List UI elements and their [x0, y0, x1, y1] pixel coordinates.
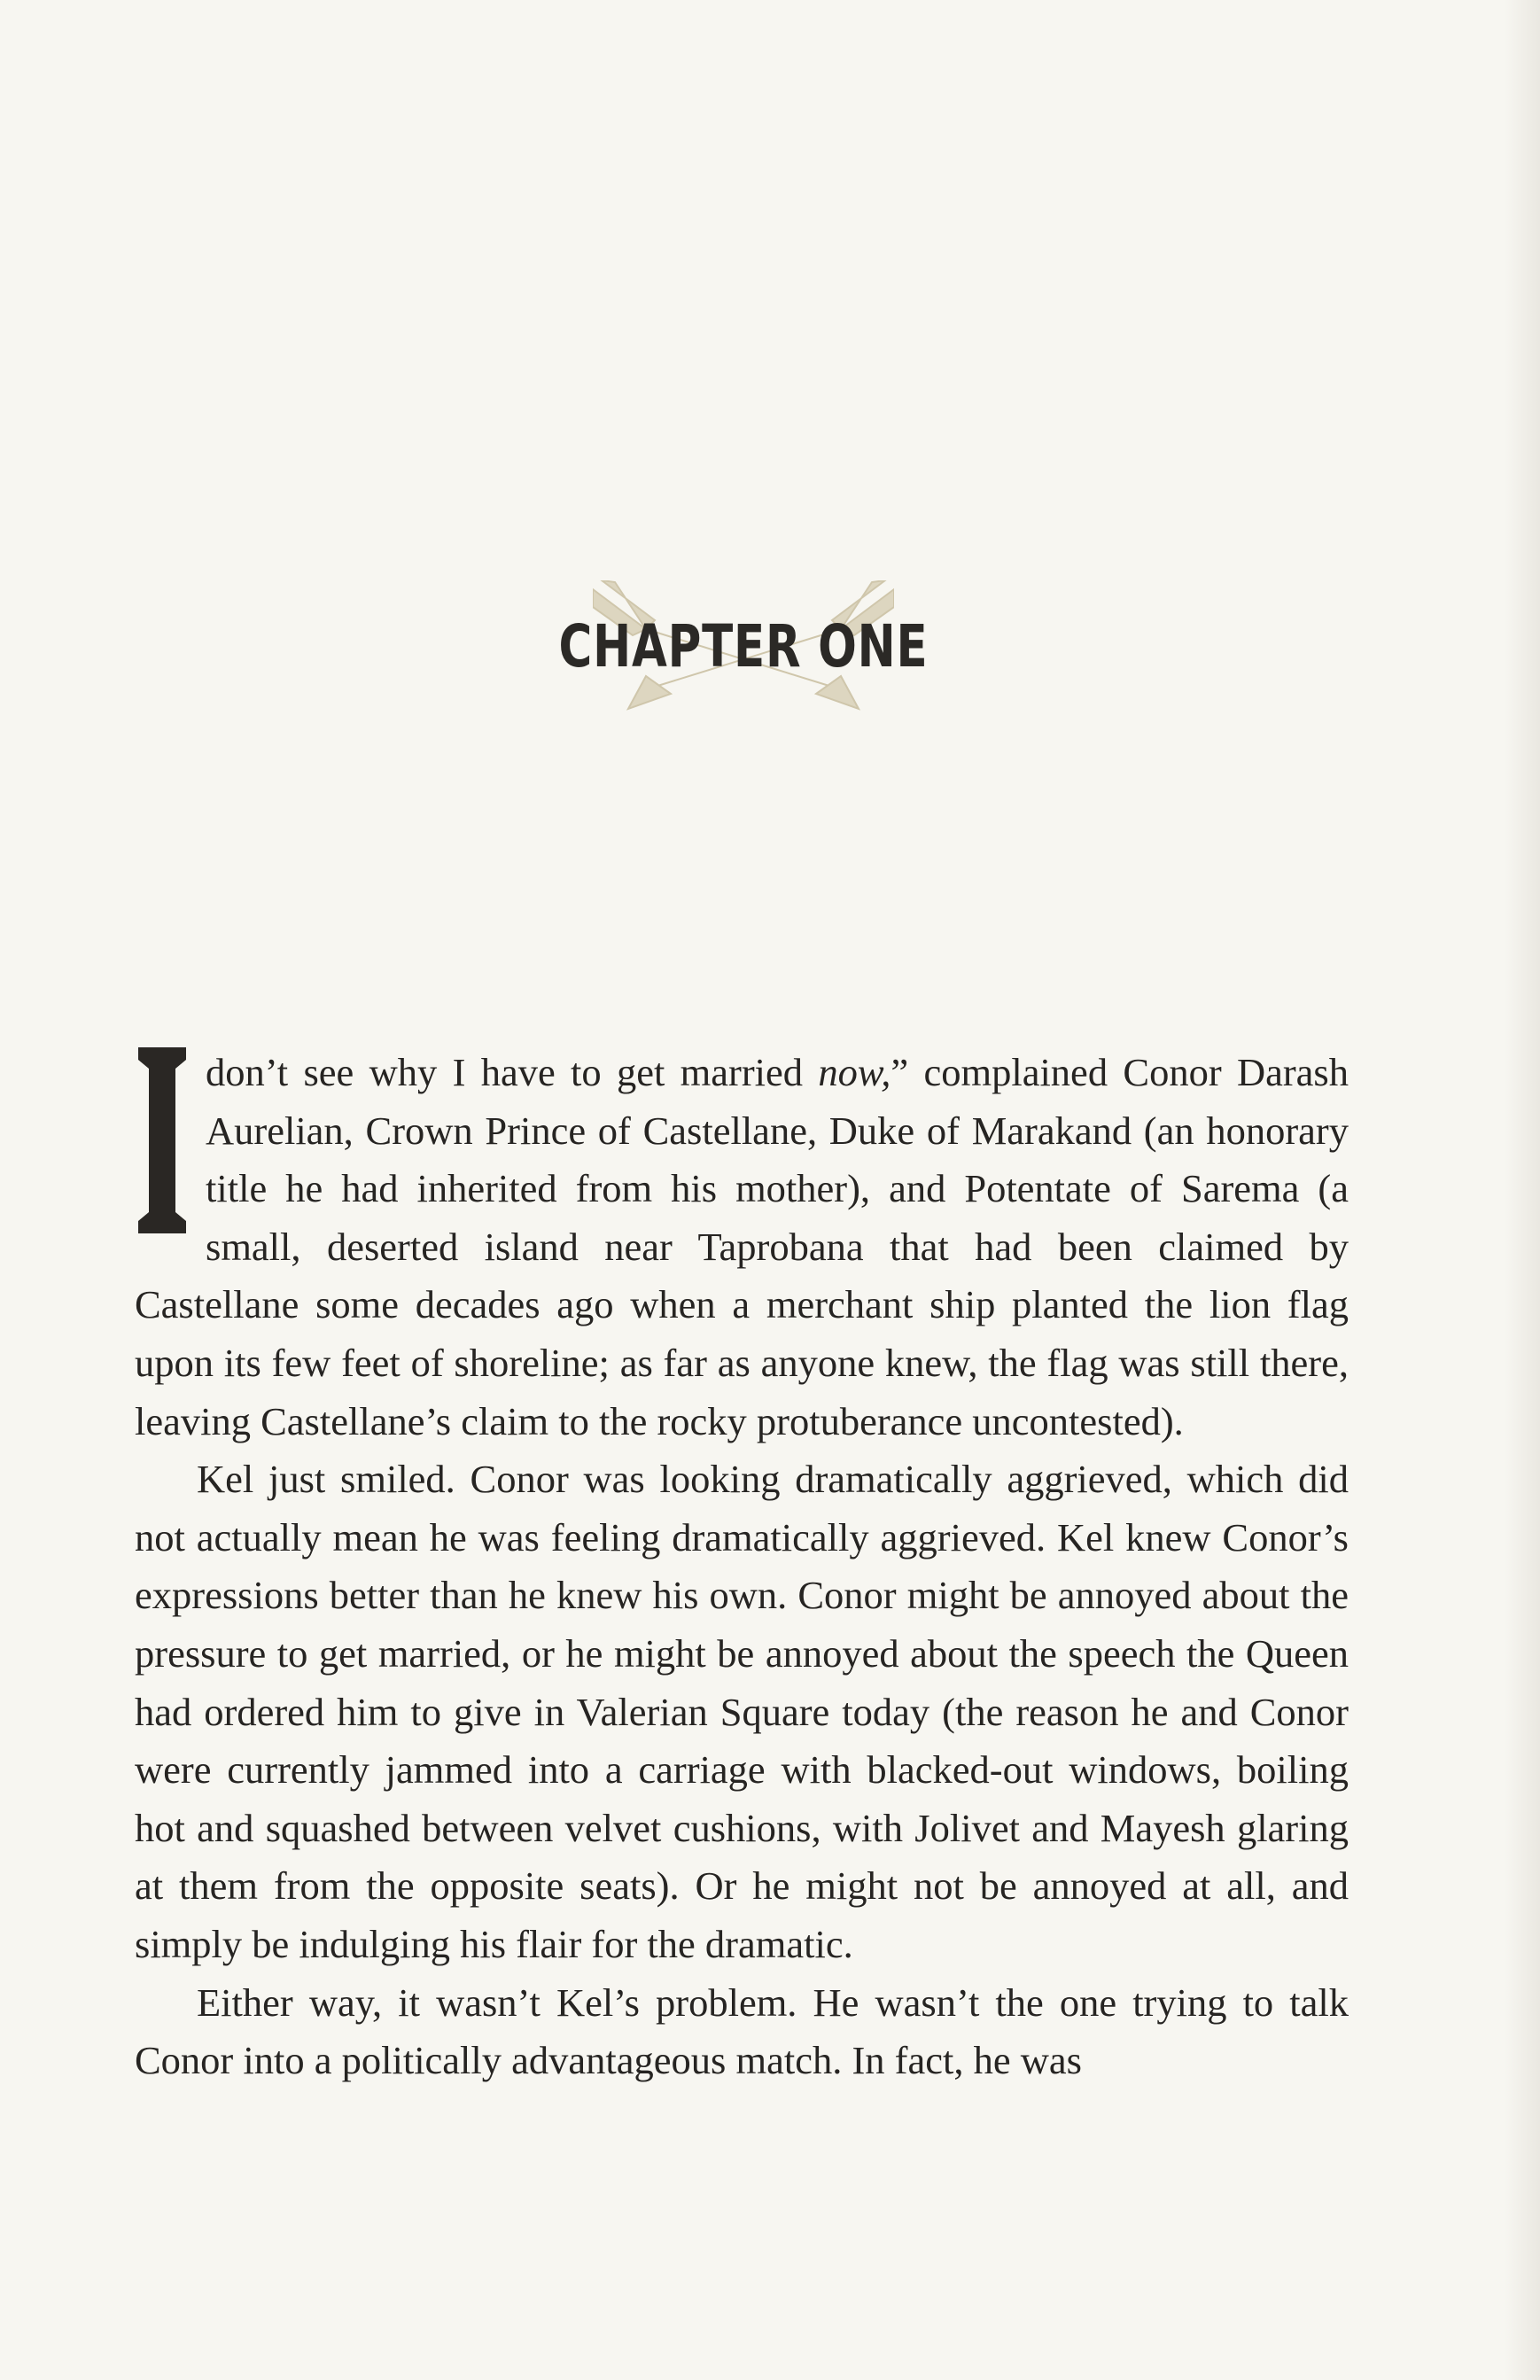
page-edge-shadow: [1505, 0, 1540, 2380]
chapter-heading: CHAPTER ONE: [558, 612, 929, 681]
chapter-body-text: [135, 1044, 1349, 2090]
drop-cap-letter: [135, 1047, 190, 1233]
paragraph-1-text-start: don’t see why I have to get married: [206, 1050, 819, 1094]
paragraph-1-emphasis: now,: [818, 1050, 891, 1094]
paragraph-1: [135, 1044, 1349, 1451]
paragraph-2: Kel just smiled. Conor was looking dramatically aggrieved, which did not actually mean he was feeling dramatically aggrieved. Kel knew Conor’s expressions better than he knew his own. Conor might be annoyed about the pressure to get married, or he might be annoyed about the speech the Queen had ordered him to give in Valerian Square today (the reason he and Conor were currently jammed into a carriage with blacked-out windows, boiling hot and squashed between velvet cushions, with Jolivet and Mayesh glaring at them from the opposite seats). Or he might not be annoyed at all, and simply be indulging his flair for the dramatic.: [135, 1457, 1349, 1966]
paragraph-3: Either way, it wasn’t Kel’s problem. He wasn’t the one trying to talk Conor into a politically advantageous match. In fact, he was: [135, 1979, 1349, 2083]
paragraph-1-text-end: ” complained Conor Darash Aurelian, Crown Prince of Castellane, Duke of Marakand (an honorary title he had inherited from his mother), and Potentate of Sarema (a small, deserted island near Taprobana that had been claimed by Castellane some decades ago when a merchant ship planted the lion flag upon its few feet of shoreline; as far as anyone knew, the flag was still there, leaving Castellane’s claim to the rocky protuberance uncontested).: [135, 1050, 1349, 1443]
